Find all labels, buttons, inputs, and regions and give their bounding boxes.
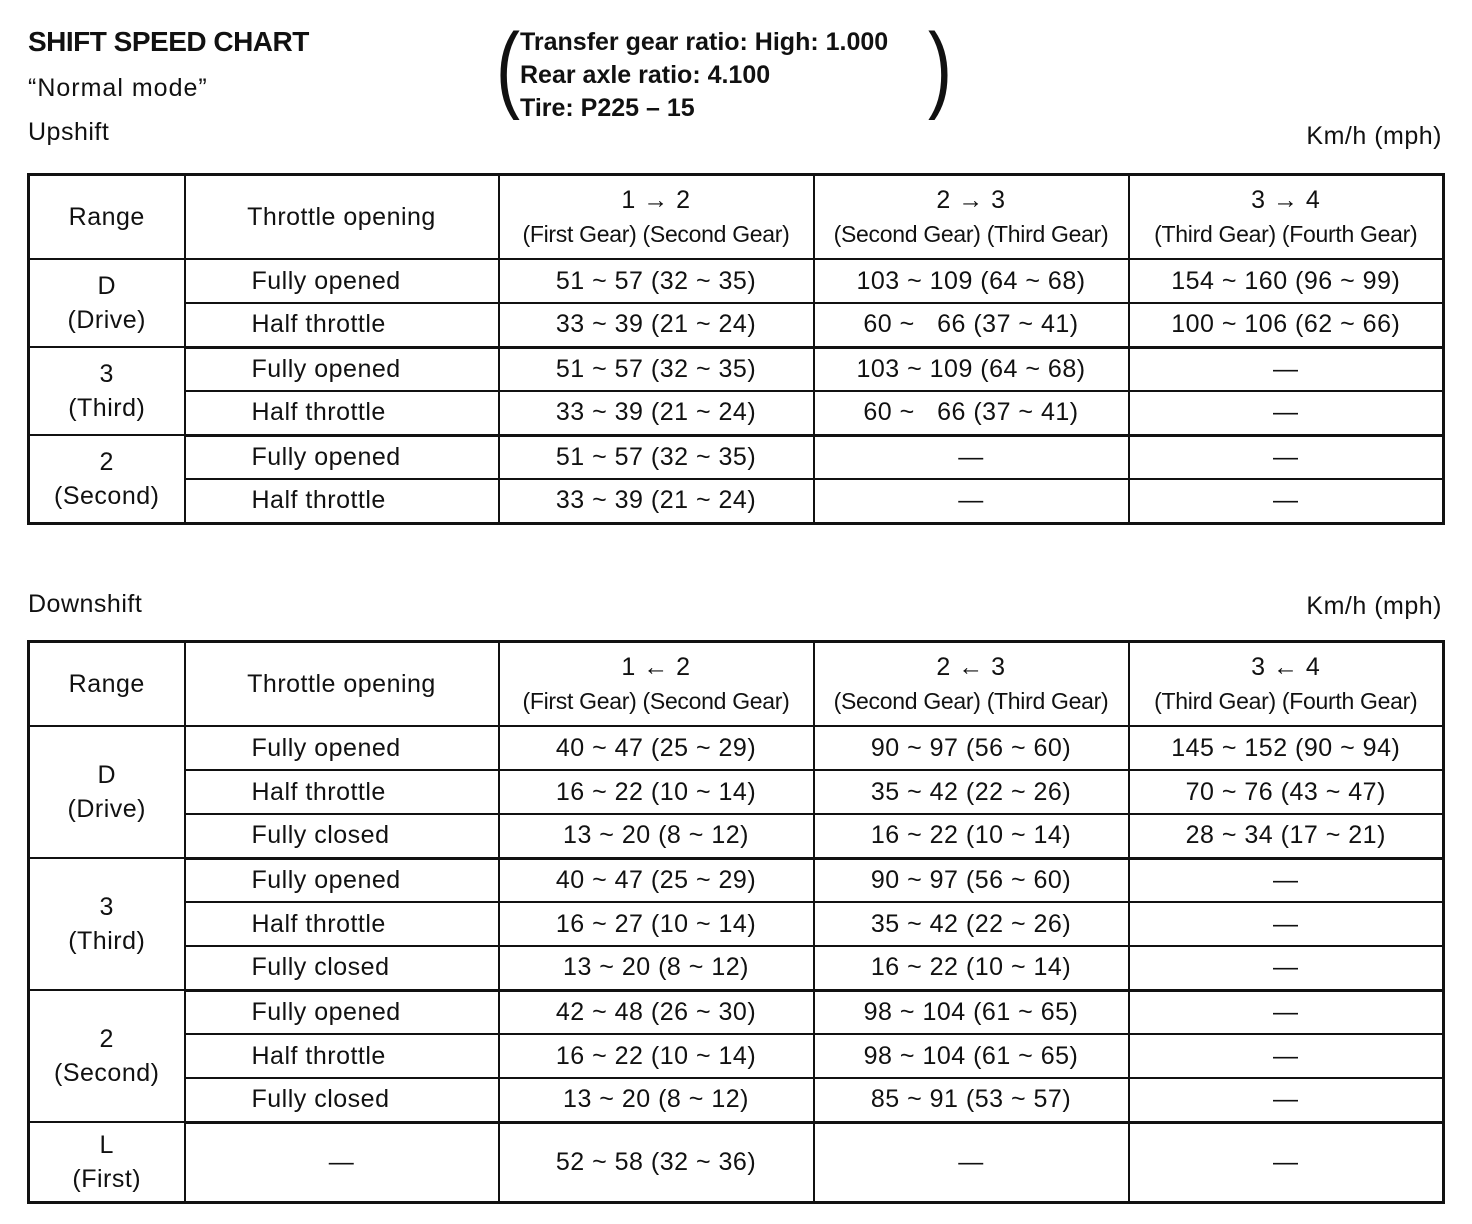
throttle-cell: Fully opened [185,990,499,1034]
table-row [29,391,1444,435]
table-row [29,946,1444,990]
speed-cell: 33 ~ 39 (21 ~ 24) [499,391,814,435]
shift-1-2-column-header [499,175,814,260]
throttle-cell: — [185,1122,499,1202]
speed-cell: — [1129,391,1444,435]
table-row [29,902,1444,946]
speed-cell: 98 ~ 104 (61 ~ 65) [814,990,1129,1034]
throttle-cell: Half throttle [185,391,499,435]
speed-cell: — [1129,946,1444,990]
speed-cell: 13 ~ 20 (8 ~ 12) [499,1078,814,1122]
speed-cell: — [1129,990,1444,1034]
table-row [29,1122,1444,1202]
throttle-cell: Fully closed [185,1078,499,1122]
speed-cell: 35 ~ 42 (22 ~ 26) [814,770,1129,814]
speed-cell: 154 ~ 160 (96 ~ 99) [1129,259,1444,303]
shift-2-3-column-header [814,175,1129,260]
range-cell [29,347,185,435]
spec-transfer-gear-ratio: Transfer gear ratio: High: 1.000 [520,28,889,56]
speed-cell: 16 ~ 22 (10 ~ 14) [499,770,814,814]
speed-cell: — [814,479,1129,523]
table-row [29,479,1444,523]
table-row [29,347,1444,391]
shift-2-1-title: 1 ← 2 [621,653,691,681]
range-cell [29,858,185,990]
throttle-cell: Fully closed [185,946,499,990]
table-row [29,303,1444,347]
downshift-header-row [29,642,1444,727]
throttle-cell: Half throttle [185,1034,499,1078]
throttle-cell: Fully closed [185,814,499,858]
speed-cell: 13 ~ 20 (8 ~ 12) [499,814,814,858]
speed-cell: — [1129,435,1444,479]
speed-cell: — [1129,858,1444,902]
table-row [29,259,1444,303]
range-description: (Drive) [67,795,146,823]
speed-cell: 90 ~ 97 (56 ~ 60) [814,858,1129,902]
mode-label: “Normal mode” [28,74,208,102]
shift-3-2-subtitle: (Second Gear) (Third Gear) [833,688,1109,714]
speed-cell: 52 ~ 58 (32 ~ 36) [499,1122,814,1202]
table-row [29,435,1444,479]
downshift-table [27,640,1445,1204]
shift-1-2-subtitle: (First Gear) (Second Gear) [522,221,790,247]
shift-3-4-column-header [1129,175,1444,260]
spec-rear-axle-ratio: Rear axle ratio: 4.100 [520,61,771,89]
speed-cell: 60 ~ 66 (37 ~ 41) [814,391,1129,435]
speed-cell: 33 ~ 39 (21 ~ 24) [499,303,814,347]
shift-2-1-subtitle: (First Gear) (Second Gear) [522,688,790,714]
range-description: (First) [72,1164,142,1193]
range-column-header: Range [29,175,185,260]
speed-cell: 103 ~ 109 (64 ~ 68) [814,347,1129,391]
table-row [29,726,1444,770]
range-description: (Third) [68,394,146,422]
throttle-cell: Half throttle [185,770,499,814]
speed-cell: 103 ~ 109 (64 ~ 68) [814,259,1129,303]
range-description: (Drive) [67,306,146,334]
speed-cell: 90 ~ 97 (56 ~ 60) [814,726,1129,770]
range-description: (Second) [54,1059,160,1087]
shift-3-2-column-header [814,642,1129,727]
speed-cell: 16 ~ 22 (10 ~ 14) [499,1034,814,1078]
range-value: 3 [99,893,114,921]
upshift-units-label: Km/h (mph) [1306,122,1442,150]
speed-cell: — [814,435,1129,479]
table-row [29,770,1444,814]
speed-cell: 100 ~ 106 (62 ~ 66) [1129,303,1444,347]
right-parenthesis: ) [928,14,953,121]
speed-cell: — [1129,479,1444,523]
speed-cell: 60 ~ 66 (37 ~ 41) [814,303,1129,347]
shift-4-3-subtitle: (Third Gear) (Fourth Gear) [1154,688,1418,714]
range-cell [29,990,185,1122]
speed-cell: — [1129,1122,1444,1202]
throttle-cell: Fully opened [185,347,499,391]
shift-3-4-title: 3 → 4 [1251,186,1321,214]
shift-4-3-title: 3 ← 4 [1251,653,1321,681]
speed-cell: — [1129,1034,1444,1078]
table-row [29,1078,1444,1122]
upshift-header-row [29,175,1444,260]
range-value: 3 [99,360,114,388]
shift-3-4-subtitle: (Third Gear) (Fourth Gear) [1154,221,1418,247]
chart-title: SHIFT SPEED CHART [28,26,309,57]
speed-cell: 70 ~ 76 (43 ~ 47) [1129,770,1444,814]
range-value: 2 [99,447,114,476]
throttle-cell: Half throttle [185,479,499,523]
speed-cell: 35 ~ 42 (22 ~ 26) [814,902,1129,946]
range-value: L [99,1130,114,1159]
downshift-label: Downshift [28,590,143,618]
throttle-cell: Half throttle [185,303,499,347]
speed-cell: 51 ~ 57 (32 ~ 35) [499,347,814,391]
range-description: (Second) [54,481,160,510]
speed-cell: — [1129,902,1444,946]
table-row [29,858,1444,902]
speed-cell: 51 ~ 57 (32 ~ 35) [499,435,814,479]
downshift-units-label: Km/h (mph) [1306,592,1442,620]
throttle-cell: Fully opened [185,435,499,479]
range-column-header: Range [29,642,185,727]
speed-cell: 145 ~ 152 (90 ~ 94) [1129,726,1444,770]
shift-1-2-title: 1 → 2 [621,186,691,214]
shift-2-3-subtitle: (Second Gear) (Third Gear) [833,221,1109,247]
table-row [29,990,1444,1034]
upshift-table [27,173,1445,525]
speed-cell: 33 ~ 39 (21 ~ 24) [499,479,814,523]
throttle-cell: Fully opened [185,259,499,303]
speed-cell: 98 ~ 104 (61 ~ 65) [814,1034,1129,1078]
range-value: D [97,272,117,300]
speed-cell: 16 ~ 27 (10 ~ 14) [499,902,814,946]
speed-cell: — [814,1122,1129,1202]
throttle-column-header: Throttle opening [185,175,499,260]
throttle-cell: Fully opened [185,726,499,770]
speed-cell: 28 ~ 34 (17 ~ 21) [1129,814,1444,858]
shift-2-1-column-header [499,642,814,727]
range-cell [29,726,185,858]
table-row [29,814,1444,858]
speed-cell: 16 ~ 22 (10 ~ 14) [814,946,1129,990]
speed-cell: 85 ~ 91 (53 ~ 57) [814,1078,1129,1122]
speed-cell: — [1129,347,1444,391]
throttle-cell: Fully opened [185,858,499,902]
left-parenthesis: ( [495,14,520,121]
shift-3-2-title: 2 ← 3 [936,653,1006,681]
range-cell [29,259,185,347]
range-description: (Third) [68,927,146,955]
speed-cell: 40 ~ 47 (25 ~ 29) [499,726,814,770]
table-row [29,1034,1444,1078]
spec-tire: Tire: P225 – 15 [520,94,695,122]
speed-cell: 42 ~ 48 (26 ~ 30) [499,990,814,1034]
range-cell [29,435,185,523]
speed-cell: 13 ~ 20 (8 ~ 12) [499,946,814,990]
range-cell [29,1122,185,1202]
throttle-column-header: Throttle opening [185,642,499,727]
speed-cell: 16 ~ 22 (10 ~ 14) [814,814,1129,858]
range-value: D [97,761,117,789]
upshift-label: Upshift [28,118,110,146]
shift-2-3-title: 2 → 3 [936,186,1006,214]
speed-cell: — [1129,1078,1444,1122]
shift-4-3-column-header [1129,642,1444,727]
range-value: 2 [99,1025,114,1053]
vehicle-specs [495,14,953,122]
speed-cell: 40 ~ 47 (25 ~ 29) [499,858,814,902]
speed-cell: 51 ~ 57 (32 ~ 35) [499,259,814,303]
throttle-cell: Half throttle [185,902,499,946]
